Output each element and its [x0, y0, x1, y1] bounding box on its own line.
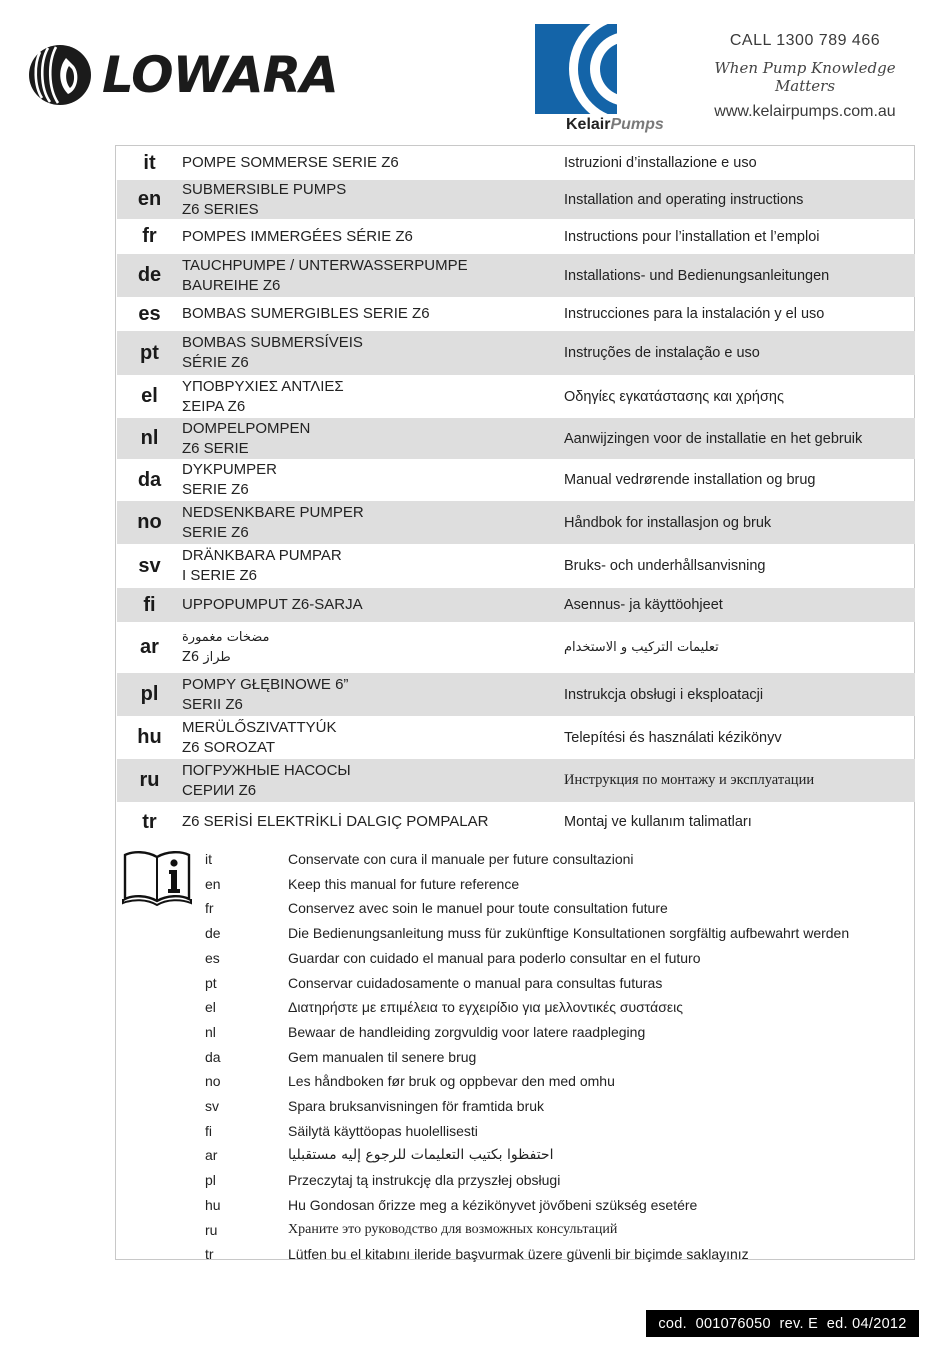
keep-manual-text: Les håndboken før bruk og oppbevar den med omhu [288, 1073, 615, 1090]
product-title-line: DYKPUMPER [182, 461, 278, 478]
product-title [182, 812, 564, 832]
keep-manual-language-code: no [205, 1073, 221, 1090]
lowara-logo [28, 44, 348, 106]
keep-manual-row-el [117, 995, 915, 1019]
language-row-it [117, 146, 915, 180]
language-row-pt [117, 331, 915, 375]
language-row-fi [117, 588, 915, 622]
kelair-pumps-logo [535, 24, 685, 139]
keep-manual-row-es [117, 946, 915, 970]
product-title-line: SERIE Z6 [182, 523, 249, 541]
keep-manual-language-code: tr [205, 1246, 214, 1263]
language-code: pt [140, 341, 159, 364]
instructions-title: Instrukcja obsługi i eksploatacji [564, 686, 764, 703]
keep-manual-language-code: it [205, 851, 212, 867]
product-title-line: UPPOPUMPUT Z6-SARJA [182, 596, 363, 613]
instructions-title: Instructions pour l’installation et l’emploi [564, 228, 820, 245]
keep-manual-row-fr [117, 896, 915, 920]
keep-manual-text: Keep this manual for future reference [288, 875, 520, 892]
instructions-title: تعليمات التركيب و الاستخدام [564, 640, 719, 655]
product-title-line: TAUCHPUMPE / UNTERWASSERPUMPE [182, 256, 468, 274]
language-row-pl [117, 673, 915, 716]
product-title-line: BAUREIHE Z6 [182, 276, 281, 294]
keep-manual-text: Säilytä käyttöopas huolellisesti [288, 1122, 478, 1139]
product-title-line: DOMPELPOMPEN [182, 419, 311, 437]
keep-manual-row-no [117, 1069, 915, 1093]
language-code: da [137, 468, 162, 491]
keep-manual-row-nl [117, 1020, 915, 1044]
keep-manual-language-code: ru [205, 1221, 218, 1238]
product-title-line: NEDSENKBARE PUMPER [182, 503, 364, 521]
keep-manual-row-tr [117, 1242, 915, 1266]
language-row-sv [117, 544, 915, 588]
language-code: fi [143, 593, 156, 616]
language-row-de [117, 254, 915, 297]
product-title [182, 304, 564, 324]
keep-manual-language-code: el [205, 999, 216, 1016]
keep-manual-text: Guardar con cuidado el manual para poderlo consultar en el futuro [288, 949, 701, 966]
language-code: fr [142, 225, 157, 247]
keep-manual-row-da [117, 1045, 915, 1069]
document-code: cod. 001076050 rev. E ed. 04/2012 [646, 1310, 919, 1337]
call-number: CALL 1300 789 466 [729, 32, 881, 49]
kelair-wordmark-bold: Kelair [566, 116, 611, 133]
instructions-title: Håndbok for installasjon og bruk [564, 514, 772, 531]
language-row-da [117, 459, 915, 501]
language-table [115, 145, 915, 1263]
language-code: it [143, 151, 156, 174]
language-code: de [137, 264, 162, 286]
keep-manual-text: Die Bedienungsanleitung muss für zukünftige Konsultationen sorgfältig aufbewahrt werden [288, 925, 850, 942]
keep-manual-language-code: sv [205, 1098, 219, 1114]
kelair-c-icon [535, 24, 617, 114]
keep-manual-text: Conservez avec soin le manuel pour toute consultation future [288, 900, 668, 917]
keep-manual-language-code: en [205, 875, 221, 892]
product-title [182, 675, 564, 715]
product-title-line: ПОГРУЖНЫЕ НАСОСЫ [182, 761, 351, 779]
product-title [182, 628, 564, 668]
product-title-line: POMPY GŁĘBINOWE 6” [182, 675, 349, 693]
product-title [182, 227, 564, 247]
instructions-title: Instrucciones para la instalación y el uso [564, 306, 825, 322]
product-title-line: POMPES IMMERGÉES SÉRIE Z6 [182, 227, 413, 245]
instructions-title: Istruzioni d’installazione e uso [564, 155, 757, 171]
language-code: en [137, 188, 162, 210]
language-row-el [117, 375, 915, 418]
instructions-title: Manual vedrørende installation og brug [564, 472, 816, 488]
product-title-line: SERII Z6 [182, 695, 243, 713]
product-title [182, 180, 564, 220]
product-title [182, 595, 564, 615]
language-row-fr [117, 219, 915, 254]
product-title-line: MERÜLŐSZIVATTYÚK [182, 718, 337, 736]
lowara-wordmark: LOWARA [102, 46, 338, 104]
language-row-tr [117, 802, 915, 842]
keep-manual-row-ar [117, 1143, 915, 1167]
keep-manual-language-code: fr [205, 900, 214, 917]
keep-manual-text: Spara bruksanvisningen för framtida bruk [288, 1098, 545, 1114]
product-title [182, 718, 564, 758]
keep-manual-language-code: de [205, 925, 221, 942]
instructions-title: Инструкция по монтажу и эксплуатации [564, 772, 815, 788]
keep-manual-row-hu [117, 1193, 915, 1217]
product-title-line: SUBMERSIBLE PUMPS [182, 180, 347, 198]
product-title-line: BOMBAS SUMERGIBLES SERIE Z6 [182, 305, 430, 322]
language-code: el [141, 385, 158, 407]
product-title-line: DRÄNKBARA PUMPAR [182, 547, 342, 564]
keep-manual-language-code: pl [205, 1172, 216, 1189]
language-code: ar [140, 636, 159, 658]
language-row-ru [117, 759, 915, 802]
keep-manual-section [117, 846, 915, 1263]
keep-manual-text: Bewaar de handleiding zorgvuldig voor latere raadpleging [288, 1023, 646, 1040]
instructions-title: Installations- und Bedienungsanleitungen [564, 267, 830, 284]
keep-manual-text: Conservar cuidadosamente o manual para consultas futuras [288, 974, 663, 991]
keep-manual-language-code: da [205, 1048, 221, 1065]
product-title [182, 761, 564, 801]
keep-manual-language-code: nl [205, 1023, 216, 1040]
product-title-line: ΣΕΙΡΑ Z6 [182, 397, 246, 415]
product-title [182, 256, 564, 296]
kelair-wordmark [566, 116, 664, 134]
language-code: es [138, 302, 161, 325]
product-title [182, 153, 564, 173]
language-code: hu [137, 726, 162, 748]
product-title-line: Z6 SERIES [182, 200, 259, 218]
product-title-line: POMPE SOMMERSE SERIE Z6 [182, 154, 399, 171]
instructions-title: Bruks- och underhållsanvisning [564, 558, 766, 574]
instructions-title: Οδηγίες εγκατάστασης και χρήσης [564, 388, 784, 405]
keep-manual-text: احتفظوا بكتيب التعليمات للرجوع إليه مستقبليا [288, 1147, 554, 1164]
keep-manual-row-en [117, 872, 915, 896]
product-title-line: BOMBAS SUBMERSÍVEIS [182, 334, 363, 351]
instructions-title: Installation and operating instructions [564, 191, 804, 208]
product-title [182, 546, 564, 586]
product-title [182, 419, 564, 459]
keep-manual-language-code: ar [205, 1147, 218, 1164]
keep-manual-text: Przeczytaj tą instrukcję dla przyszłej obsługi [288, 1172, 561, 1189]
lowara-swirl-icon [28, 44, 92, 106]
product-title-line: SÉRIE Z6 [182, 354, 249, 371]
keep-manual-row-ru [117, 1218, 915, 1242]
tagline: When Pump Knowledge Matters [714, 59, 896, 95]
keep-manual-language-code: es [205, 949, 220, 966]
product-title-line: طراز Z6 [182, 649, 231, 665]
keep-manual-text: Gem manualen til senere brug [288, 1048, 477, 1065]
product-title [182, 377, 564, 417]
keep-manual-row-pl [117, 1168, 915, 1192]
language-row-ar [117, 622, 915, 673]
keep-manual-text: Hu Gondosan őrizze meg a kézikönyvet jövőbeni szükség esetére [288, 1196, 698, 1213]
instructions-title: Telepítési és használati kézikönyv [564, 729, 782, 746]
product-title-line: مضخات مغمورة [182, 629, 270, 645]
language-row-en [117, 180, 915, 219]
product-title [182, 333, 564, 373]
keep-manual-row-pt [117, 971, 915, 995]
website-link[interactable]: www.kelairpumps.com.au [714, 103, 896, 120]
kelair-logo-mark [535, 24, 617, 114]
keep-manual-row-de [117, 921, 915, 945]
keep-manual-row-sv [117, 1094, 915, 1118]
product-title-line: Z6 SOROZAT [182, 738, 276, 756]
product-title-line: ΥΠΟΒΡΥΧΙΕΣ ΑΝΤΛΙΕΣ [182, 377, 344, 395]
language-code: tr [142, 810, 157, 833]
language-code: sv [138, 554, 161, 577]
language-row-hu [117, 716, 915, 759]
language-row-es [117, 297, 915, 331]
keep-manual-row-it [117, 847, 915, 871]
product-title-line: Z6 SERİSİ ELEKTRİKLİ DALGIÇ POMPALAR [182, 813, 489, 830]
kelair-wordmark-light: Pumps [610, 116, 664, 133]
keep-manual-text: Conservate con cura il manuale per future consultazioni [288, 851, 634, 867]
instructions-title: Asennus- ja käyttöohjeet [564, 597, 723, 613]
keep-manual-row-fi [117, 1119, 915, 1143]
language-code: pl [140, 683, 159, 705]
keep-manual-language-code: pt [205, 974, 217, 991]
product-title-line: SERIE Z6 [182, 481, 249, 498]
language-code: no [137, 511, 162, 533]
product-title [182, 503, 564, 543]
product-title-line: I SERIE Z6 [182, 567, 258, 584]
keep-manual-text: Храните это руководство для возможных консультаций [288, 1221, 618, 1237]
keep-manual-text: Διατηρήστε με επιμέλεια το εγχειρίδιο για μελλοντικές συστάσεις [288, 999, 683, 1016]
product-title-line: Z6 SERIE [182, 439, 249, 457]
product-title-line: СЕРИИ Z6 [182, 781, 257, 799]
language-code: nl [140, 427, 159, 449]
keep-manual-language-code: hu [205, 1196, 221, 1213]
keep-manual-language-code: fi [205, 1122, 212, 1139]
product-title [182, 460, 564, 500]
keep-manual-text: Lütfen bu el kitabını ileride başvurmak üzere güvenli bir biçimde saklayınız [288, 1246, 749, 1263]
instructions-title: Instruções de instalação e uso [564, 345, 760, 361]
contact-block [700, 32, 910, 121]
instructions-title: Aanwijzingen voor de installatie en het gebruik [564, 430, 863, 447]
language-code: ru [139, 769, 160, 791]
language-row-nl [117, 418, 915, 459]
language-row-no [117, 501, 915, 544]
instructions-title: Montaj ve kullanım talimatları [564, 814, 752, 830]
